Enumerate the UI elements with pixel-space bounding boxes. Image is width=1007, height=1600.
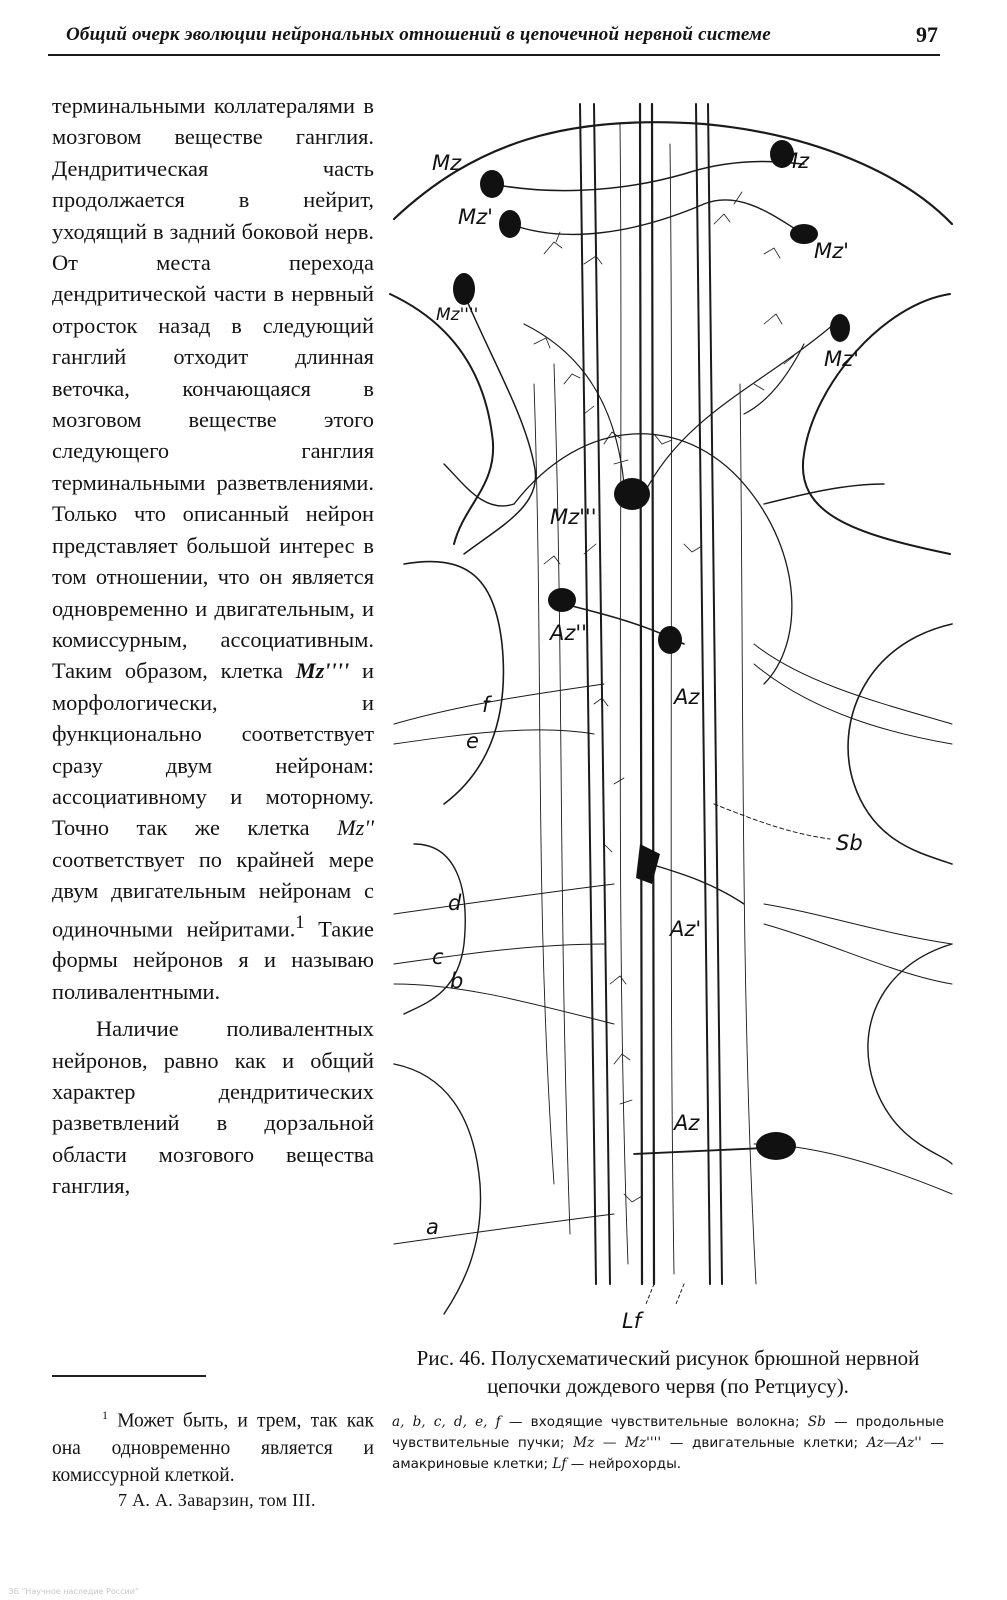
cell-mz3 bbox=[614, 478, 650, 510]
footnote-text: Может быть, и трем, так как она одновременно является и комиссурной клеткой. bbox=[52, 1410, 375, 1486]
running-title: Общий очерк эволюции нейрональных отношений в цепочечной нервной системе bbox=[66, 24, 771, 45]
footnote-rule bbox=[52, 1375, 206, 1377]
body-text-column bbox=[52, 90, 374, 1202]
label-c: c bbox=[432, 945, 444, 969]
cell-mz-prime-left bbox=[499, 210, 521, 238]
footnote bbox=[52, 1402, 374, 1489]
sensory-bundle-3 bbox=[764, 904, 952, 944]
cell-mz-left bbox=[480, 170, 504, 198]
figure-caption: Рис. 46. Полусхематический рисунок брюшной нервной цепочки дождевого червя (по Ретциусу). bbox=[416, 1346, 920, 1398]
label-a: a bbox=[426, 1215, 439, 1239]
label-az2: Az'' bbox=[550, 621, 587, 645]
right-nerve-root bbox=[764, 484, 884, 504]
paragraph-1-text-d: Такие формы нейронов я и называю поливалентными. bbox=[52, 916, 374, 1004]
ganglion-right-edge bbox=[803, 294, 950, 554]
cell-mz-prime-right-2 bbox=[830, 314, 850, 342]
cell-ref-mz2: Mz'' bbox=[337, 815, 374, 841]
footnote-marker: 1 bbox=[102, 1408, 108, 1422]
neurochord-mid-b bbox=[652, 104, 654, 1284]
sb-leader bbox=[714, 804, 830, 839]
mz3-axon bbox=[644, 324, 834, 494]
sensory-bundle-4 bbox=[764, 924, 952, 984]
legend-key-sb: Sb bbox=[807, 1414, 826, 1430]
body-paragraph-1 bbox=[52, 90, 374, 1007]
legend-key-az: Az—Az'' bbox=[866, 1435, 922, 1451]
connective-left-outline-3 bbox=[394, 1064, 481, 1314]
cell-mz4 bbox=[453, 273, 475, 305]
connective-right-outline-2 bbox=[868, 944, 952, 1164]
figure-46-drawing bbox=[384, 84, 958, 1338]
printer-signature: 7 А. А. Заварзин, том III. bbox=[118, 1490, 316, 1510]
left-nerve-root bbox=[444, 464, 514, 506]
label-mz-top-right: Mz bbox=[780, 149, 810, 173]
mz-axon-top bbox=[492, 162, 804, 191]
ganglion-left-edge bbox=[390, 294, 493, 544]
label-d: d bbox=[448, 891, 462, 915]
body-paragraph-2: Наличие поливалентных нейронов, равно как и общий характер дендритических разветвлений в дорзальной области мозгового вещества ганглия, bbox=[52, 1016, 374, 1199]
label-mz4: Mz'''' bbox=[436, 305, 479, 325]
label-b: b bbox=[450, 969, 464, 993]
sensory-fibre-b bbox=[394, 984, 614, 1024]
legend-text-sb: — продольные чувствительные пучки; bbox=[392, 1414, 944, 1451]
sensory-fibre-c bbox=[394, 944, 604, 964]
legend-text-az: — амакриновые клетки; bbox=[392, 1435, 944, 1472]
connective-left-outline-1 bbox=[404, 562, 503, 804]
label-mz-prime-right-2: Mz' bbox=[824, 347, 859, 371]
mz-prime-axon bbox=[510, 200, 804, 234]
legend-text-lf: — нейрохорды. bbox=[566, 1456, 682, 1472]
neurochord-left-a bbox=[580, 104, 596, 1284]
az-prime-process bbox=[650, 864, 744, 904]
label-mz-top-left: Mz bbox=[432, 151, 462, 175]
cell-az-low bbox=[756, 1132, 796, 1160]
paragraph-1-text-b: и морфологически, и функционально соответствует сразу двум нейронам: ассоциативному и моторному. Точно так же клетка bbox=[52, 658, 374, 841]
lf-leader bbox=[646, 1284, 684, 1304]
label-mz3: Mz''' bbox=[550, 505, 597, 529]
label-az-prime: Az' bbox=[670, 917, 702, 941]
label-az-mid: Az bbox=[674, 685, 700, 709]
paragraph-1-text: терминальными коллатералями в мозговом веществе ганглия. Дендритическая часть продолжается в нейрит, уходящий в задний боковой нерв. От места перехода дендритической части в нервный отросток назад в следующий ганглий отходит длинная веточка, кончающаяся в мозговом веществе этого следующего ганглия терминальными разветвлениями. Только что описанный нейрон представляет большой интерес в том отношении, что он является одновременно и двигательным, и комиссурным, ассоциативным. Таким образом, клетка bbox=[52, 93, 374, 684]
legend-key-fibres: a, b, c, d, e, f bbox=[392, 1414, 501, 1430]
fibre-1 bbox=[534, 384, 554, 1184]
cell-az-prime bbox=[636, 844, 660, 884]
legend-key-mz: Mz — Mz'''' bbox=[573, 1435, 662, 1451]
dendritic-tufts bbox=[534, 192, 794, 1202]
neurochord-mid-a bbox=[640, 104, 642, 1284]
fibre-4 bbox=[670, 144, 674, 1274]
sensory-bundle-2 bbox=[754, 664, 952, 744]
cell-ref-mz4: Mz'''' bbox=[295, 658, 350, 684]
figure-legend bbox=[392, 1412, 944, 1475]
library-watermark: ЭБ "Научное наследие России" bbox=[8, 1587, 139, 1596]
connective-right-outline-1 bbox=[848, 624, 952, 864]
label-mz-prime-left: Mz' bbox=[458, 205, 493, 229]
label-mz-prime-right: Mz' bbox=[814, 239, 849, 263]
nerve-cord-illustration bbox=[384, 84, 958, 1338]
neurochord-left-b bbox=[594, 104, 610, 1284]
cell-az2 bbox=[548, 588, 576, 612]
fibre-3 bbox=[620, 124, 628, 1264]
fibre-2 bbox=[554, 364, 570, 1234]
label-sb: Sb bbox=[836, 831, 863, 855]
label-f: f bbox=[482, 693, 490, 717]
mz3-dendrite bbox=[524, 324, 624, 484]
label-lf: Lf bbox=[622, 1309, 642, 1333]
sensory-fibre-d bbox=[394, 884, 614, 914]
neurochord-right-b bbox=[708, 104, 722, 1284]
legend-text-fibres: — входящие чувствительные волокна; bbox=[500, 1414, 808, 1430]
label-az-low: Az bbox=[674, 1111, 700, 1135]
label-e: e bbox=[466, 729, 479, 753]
legend-key-lf: Lf bbox=[552, 1456, 567, 1472]
paragraph-1-text-c: соответствует по крайней мере двум двигательным нейронам с одиночными нейритами. bbox=[52, 846, 374, 942]
legend-text-mz: — двигательные клетки; bbox=[661, 1435, 867, 1451]
cell-az bbox=[658, 626, 682, 654]
footnote-reference[interactable]: 1 bbox=[295, 911, 305, 933]
mz4-axon bbox=[464, 294, 536, 554]
page-number: 97 bbox=[916, 22, 938, 47]
running-header bbox=[48, 18, 940, 56]
